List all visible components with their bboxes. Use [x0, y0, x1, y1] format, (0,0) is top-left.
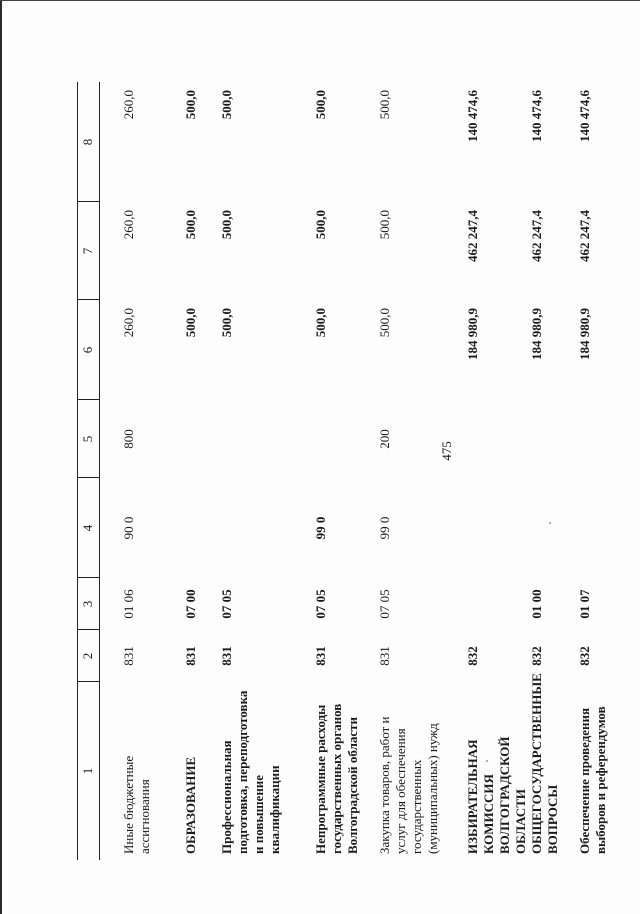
- page-number: 475: [439, 441, 454, 461]
- cell-amount-year-2: 500,0: [183, 210, 198, 240]
- cell-amount-year-1: 260,0: [121, 308, 136, 338]
- column-header-4: 4: [80, 524, 95, 532]
- cell-section: 01 06: [121, 589, 136, 619]
- row-name: ОБРАЗОВАНИЕ: [183, 756, 198, 854]
- cell-chapter: 832: [529, 646, 544, 666]
- cell-amount-year-3: 140 474,6: [465, 90, 480, 142]
- cell-chapter: 831: [121, 646, 136, 666]
- scan-speck: [486, 760, 488, 762]
- cell-amount-year-2: 462 247,4: [465, 210, 480, 262]
- cell-chapter: 832: [465, 646, 480, 666]
- column-header-3: 3: [80, 600, 95, 608]
- row-name: ИЗБИРАТЕЛЬНАЯ КОМИССИЯ ВОЛГОГРАДСКОЙ ОБЛАСТИ: [465, 736, 528, 854]
- cell-amount-year-1: 184 980,9: [529, 308, 544, 360]
- cell-section: 07 05: [219, 589, 234, 619]
- cell-amount-year-2: 500,0: [377, 210, 392, 240]
- cell-amount-year-2: 462 247,4: [577, 210, 592, 262]
- table-row: [121, 0, 161, 860]
- row-name: Обеспечение проведения выборов и референдумов: [577, 706, 608, 854]
- cell-amount-year-1: 500,0: [183, 308, 198, 338]
- cell-target-article: 99 0: [313, 516, 328, 540]
- row-name: ОБЩЕГОСУДАРСТВЕННЫЕ ВОПРОСЫ: [529, 673, 560, 854]
- cell-amount-year-3: 260,0: [121, 90, 136, 120]
- row-name: Закупка товаров, работ и услуг для обеспечения государственных (муниципальных) нужд: [377, 716, 440, 854]
- cell-amount-year-2: 500,0: [313, 210, 328, 240]
- cell-target-article: 99 0: [377, 516, 392, 540]
- cell-amount-year-3: 500,0: [183, 90, 198, 120]
- column-header-6: 6: [80, 346, 95, 354]
- column-header-7: 7: [80, 247, 95, 255]
- cell-chapter: 831: [183, 646, 198, 666]
- cell-amount-year-3: 500,0: [313, 90, 328, 120]
- cell-expense-type: 800: [121, 429, 136, 449]
- table-row: [465, 0, 528, 860]
- cell-chapter: 831: [377, 646, 392, 666]
- cell-amount-year-1: 500,0: [377, 308, 392, 338]
- table-row: [577, 0, 617, 860]
- column-header-5: 5: [80, 435, 95, 443]
- cell-expense-type: 200: [377, 429, 392, 449]
- cell-section: 01 07: [577, 589, 592, 619]
- header-bottom-border: [99, 82, 100, 860]
- cell-section: 07 05: [377, 589, 392, 619]
- table-row: [183, 0, 205, 860]
- cell-section: 07 05: [313, 589, 328, 619]
- cell-chapter: 831: [219, 646, 234, 666]
- row-name: Профессиональная подготовка, переподготовка и повышение квалификации: [219, 690, 282, 854]
- cell-amount-year-3: 500,0: [219, 90, 234, 120]
- column-header-1: 1: [80, 767, 95, 775]
- cell-amount-year-1: 184 980,9: [577, 308, 592, 360]
- cell-amount-year-3: 140 474,6: [529, 90, 544, 142]
- table-row: [377, 0, 451, 860]
- table-row: [313, 0, 369, 860]
- column-header-2: 2: [80, 652, 95, 660]
- cell-amount-year-3: 500,0: [377, 90, 392, 120]
- table-row: [219, 0, 293, 860]
- budget-table: [77, 0, 637, 860]
- row-name: Иные бюджетные ассигнования: [121, 755, 152, 854]
- cell-amount-year-2: 260,0: [121, 210, 136, 240]
- scan-speck: [549, 522, 551, 524]
- cell-amount-year-1: 500,0: [219, 308, 234, 338]
- cell-amount-year-1: 500,0: [313, 308, 328, 338]
- cell-amount-year-3: 140 474,6: [577, 90, 592, 142]
- table-row: [529, 0, 569, 860]
- cell-target-article: 90 0: [121, 516, 136, 540]
- row-name: Непрограммные расходы государственных органов Волгоградской области: [313, 703, 360, 854]
- cell-section: 01 00: [529, 589, 544, 619]
- cell-section: 07 00: [183, 589, 198, 619]
- cell-amount-year-1: 184 980,9: [465, 308, 480, 360]
- scan-edge-left: [0, 0, 2, 914]
- cell-amount-year-2: 500,0: [219, 210, 234, 240]
- cell-amount-year-2: 462 247,4: [529, 210, 544, 262]
- cell-chapter: 832: [577, 646, 592, 666]
- column-header-8: 8: [80, 138, 95, 146]
- cell-chapter: 831: [313, 646, 328, 666]
